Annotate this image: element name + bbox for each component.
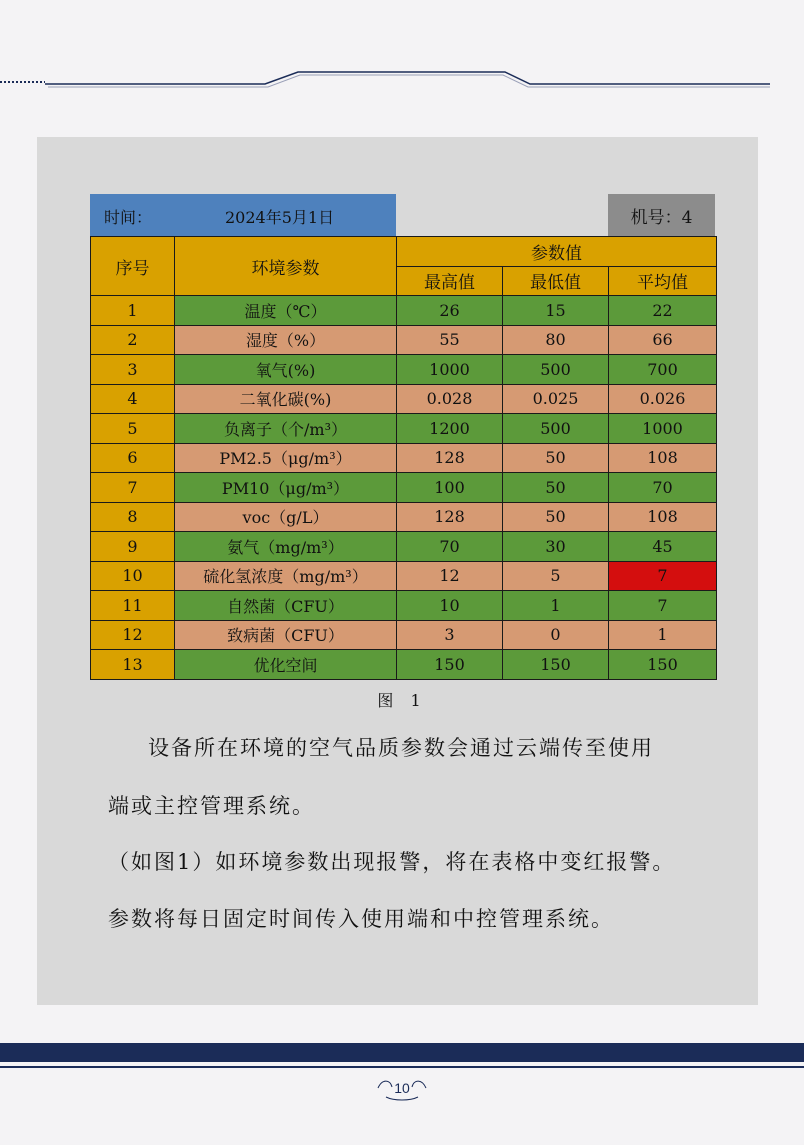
row-min: 15 bbox=[503, 296, 609, 326]
row-avg: 108 bbox=[609, 443, 717, 473]
paragraph-line-2: 端或主控管理系统。 bbox=[108, 794, 315, 818]
table-row bbox=[91, 384, 717, 414]
row-param: PM2.5（μg/m³） bbox=[175, 443, 397, 473]
row-avg: 0.026 bbox=[609, 384, 717, 414]
table-row bbox=[91, 502, 717, 532]
row-min: 500 bbox=[503, 355, 609, 385]
table-row bbox=[91, 355, 717, 385]
page-number-text: 10 bbox=[394, 1080, 410, 1096]
row-max: 12 bbox=[397, 561, 503, 591]
table-row bbox=[91, 473, 717, 503]
header-min: 最低值 bbox=[503, 266, 609, 296]
table-row bbox=[91, 650, 717, 680]
row-avg: 66 bbox=[609, 325, 717, 355]
row-index: 2 bbox=[91, 325, 175, 355]
row-index: 9 bbox=[91, 532, 175, 562]
row-min: 30 bbox=[503, 532, 609, 562]
table-row bbox=[91, 414, 717, 444]
environment-parameter-table bbox=[90, 236, 717, 680]
row-max: 128 bbox=[397, 443, 503, 473]
table-row bbox=[91, 325, 717, 355]
row-min: 150 bbox=[503, 650, 609, 680]
row-index: 10 bbox=[91, 561, 175, 591]
table-row bbox=[91, 561, 717, 591]
row-min: 50 bbox=[503, 502, 609, 532]
header-values-group: 参数值 bbox=[397, 237, 717, 267]
row-avg: 108 bbox=[609, 502, 717, 532]
paragraph-line-3: （如图1）如环境参数出现报警，将在表格中变红报警。 bbox=[108, 850, 676, 874]
row-max: 26 bbox=[397, 296, 503, 326]
environment-table-block bbox=[90, 194, 716, 680]
table-meta-row bbox=[90, 194, 716, 236]
row-index: 8 bbox=[91, 502, 175, 532]
row-avg: 22 bbox=[609, 296, 717, 326]
footer-band bbox=[0, 1043, 804, 1062]
row-max: 10 bbox=[397, 591, 503, 621]
header-decoration bbox=[0, 60, 804, 100]
row-avg: 1 bbox=[609, 620, 717, 650]
table-row bbox=[91, 296, 717, 326]
header-param: 环境参数 bbox=[175, 237, 397, 296]
row-avg: 150 bbox=[609, 650, 717, 680]
row-param: 优化空间 bbox=[175, 650, 397, 680]
time-box bbox=[90, 194, 396, 236]
row-avg: 70 bbox=[609, 473, 717, 503]
row-min: 0.025 bbox=[503, 384, 609, 414]
row-max: 1200 bbox=[397, 414, 503, 444]
row-avg: 45 bbox=[609, 532, 717, 562]
row-max: 128 bbox=[397, 502, 503, 532]
header-index: 序号 bbox=[91, 237, 175, 296]
header-avg: 平均值 bbox=[609, 266, 717, 296]
row-index: 12 bbox=[91, 620, 175, 650]
paragraph-line-1: 设备所在环境的空气品质参数会通过云端传至使用 bbox=[148, 736, 654, 760]
row-index: 6 bbox=[91, 443, 175, 473]
row-param: 氨气（mg/m³） bbox=[175, 532, 397, 562]
row-index: 4 bbox=[91, 384, 175, 414]
row-index: 11 bbox=[91, 591, 175, 621]
row-param: 硫化氢浓度（mg/m³） bbox=[175, 561, 397, 591]
table-row bbox=[91, 532, 717, 562]
row-param: 自然菌（CFU） bbox=[175, 591, 397, 621]
row-index: 3 bbox=[91, 355, 175, 385]
row-index: 1 bbox=[91, 296, 175, 326]
row-index: 5 bbox=[91, 414, 175, 444]
row-index: 13 bbox=[91, 650, 175, 680]
header-max: 最高值 bbox=[397, 266, 503, 296]
row-min: 0 bbox=[503, 620, 609, 650]
row-param: 温度（℃） bbox=[175, 296, 397, 326]
row-max: 150 bbox=[397, 650, 503, 680]
row-max: 0.028 bbox=[397, 384, 503, 414]
footer-line bbox=[0, 1066, 804, 1068]
row-avg: 7 bbox=[609, 591, 717, 621]
row-avg: 700 bbox=[609, 355, 717, 385]
row-min: 500 bbox=[503, 414, 609, 444]
row-param: 湿度（%） bbox=[175, 325, 397, 355]
row-param: PM10（μg/m³） bbox=[175, 473, 397, 503]
row-max: 1000 bbox=[397, 355, 503, 385]
table-row bbox=[91, 591, 717, 621]
row-param: voc（g/L） bbox=[175, 502, 397, 532]
row-min: 50 bbox=[503, 473, 609, 503]
row-avg: 1000 bbox=[609, 414, 717, 444]
page-number bbox=[372, 1075, 432, 1101]
row-param: 氧气(%) bbox=[175, 355, 397, 385]
row-avg: 7 bbox=[609, 561, 717, 591]
row-max: 55 bbox=[397, 325, 503, 355]
row-index: 7 bbox=[91, 473, 175, 503]
machine-number: 机号：4 bbox=[608, 194, 715, 236]
time-label: 时间： bbox=[104, 208, 153, 227]
row-min: 1 bbox=[503, 591, 609, 621]
row-min: 5 bbox=[503, 561, 609, 591]
row-max: 100 bbox=[397, 473, 503, 503]
row-min: 80 bbox=[503, 325, 609, 355]
paragraph-line-4: 参数将每日固定时间传入使用端和中控管理系统。 bbox=[108, 907, 614, 931]
figure-caption: 图 1 bbox=[377, 691, 427, 710]
row-max: 3 bbox=[397, 620, 503, 650]
row-param: 致病菌（CFU） bbox=[175, 620, 397, 650]
row-param: 二氧化碳(%) bbox=[175, 384, 397, 414]
date-value: 2024年5月1日 bbox=[225, 208, 335, 227]
row-param: 负离子（个/m³） bbox=[175, 414, 397, 444]
row-min: 50 bbox=[503, 443, 609, 473]
table-row bbox=[91, 620, 717, 650]
table-row bbox=[91, 443, 717, 473]
row-max: 70 bbox=[397, 532, 503, 562]
